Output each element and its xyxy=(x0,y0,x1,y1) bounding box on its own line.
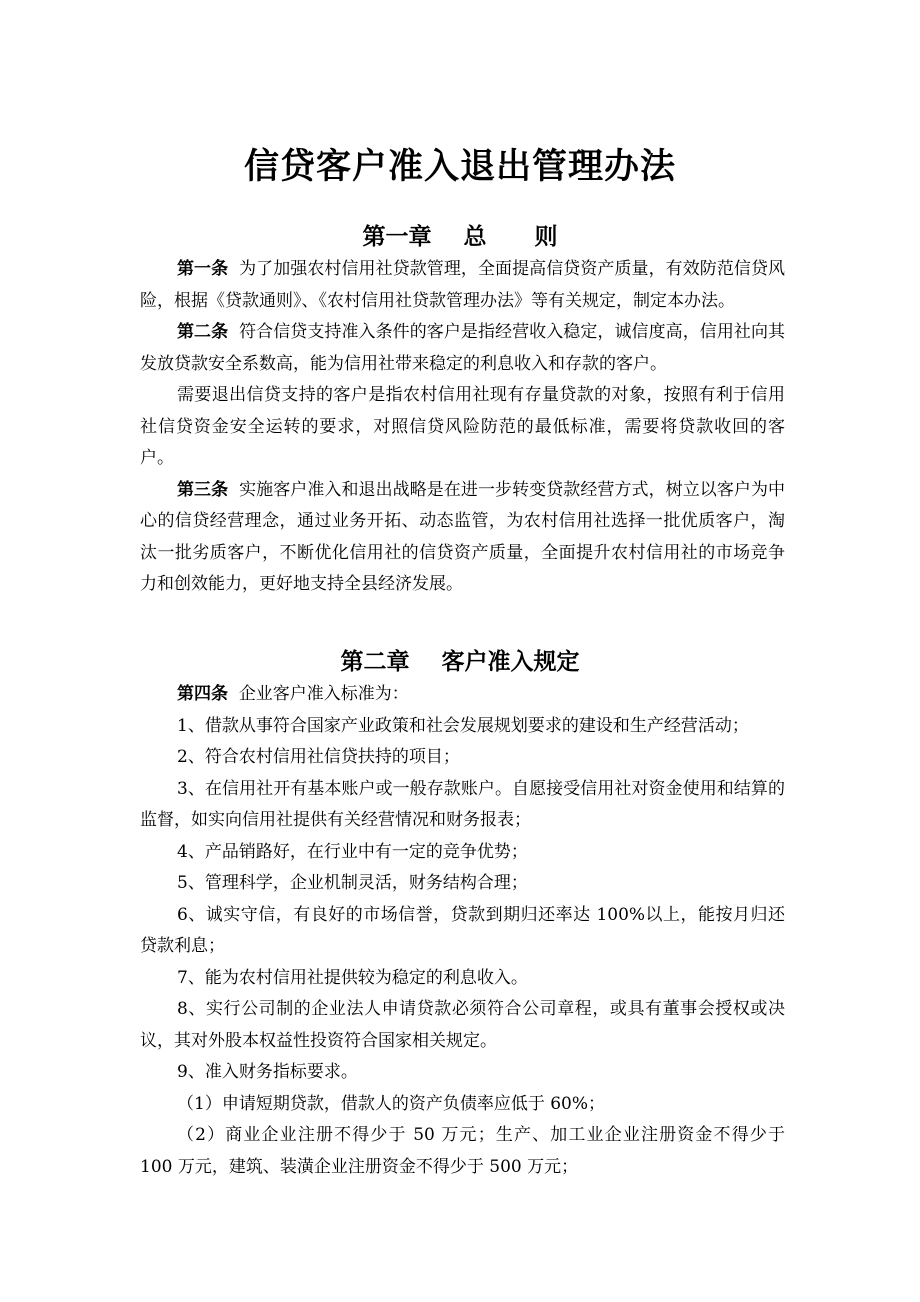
chapter-2-body xyxy=(140,679,785,1183)
list-item: 7、能为农村信用社提供较为稳定的利息收入。 xyxy=(177,967,528,988)
list-item: 9、准入财务指标要求。 xyxy=(177,1062,358,1082)
article-label: 第一条 xyxy=(177,259,229,279)
list-item: 5、管理科学，企业机制灵活，财务结构合理； xyxy=(177,873,528,893)
article-4 xyxy=(140,679,785,711)
chapter-1-body xyxy=(140,254,785,601)
article-3 xyxy=(140,475,785,601)
article-text: 为了加强农村信用社贷款管理，全面提高信贷资产质量，有效防范信贷风险，根据《贷款通则》、《农村信用社贷款管理办法》等有关规定，制定本办法。 xyxy=(140,259,786,311)
list-item: 3、在信用社开有基本账户或一般存款账户。自愿接受信用社对资金使用和结算的监督，如实向信用社提供有关经营情况和财务报表； xyxy=(140,778,785,830)
article-text: 企业客户准入标准为： xyxy=(238,684,409,704)
list-item: 2、符合农村信用社信贷扶持的项目； xyxy=(177,747,460,767)
list-item: 6、诚实守信，有良好的市场信誉，贷款到期归还率达 100%以上，能按月归还贷款利息； xyxy=(140,904,785,956)
list-item: 1、借款从事符合国家产业政策和社会发展规划要求的建设和生产经营活动； xyxy=(177,715,749,736)
chapter-2-heading: 第二章 客户准入规定 xyxy=(340,649,580,675)
list-item: 8、实行公司制的企业法人申请贷款必须符合公司章程，或具有董事会授权或决议，其对外股本权益性投资符合国家相关规定。 xyxy=(140,999,785,1051)
list-item: （1）申请短期贷款，借款人的资产负债率应低于 60%； xyxy=(177,1093,606,1114)
article-label: 第四条 xyxy=(177,684,228,704)
article-label: 第二条 xyxy=(177,322,229,342)
document-title: 信贷客户准入退出管理办法 xyxy=(243,147,676,187)
list-item: （2）商业企业注册不得少于 50 万元；生产、加工业企业注册资金不得少于 100 万元，建筑、装潢企业注册资金不得少于 500 万元； xyxy=(140,1125,785,1177)
article-text: 需要退出信贷支持的客户是指农村信用社现有存量贷款的对象，按照有利于信用社信贷资金安全运转的要求，对照信贷风险防范的最低标准，需要将贷款收回的客户。 xyxy=(140,385,785,468)
article-1 xyxy=(140,254,785,317)
article-text: 符合信贷支持准入条件的客户是指经营收入稳定，诚信度高，信用社向其发放贷款安全系数高，能为信用社带来稳定的利息收入和存款的客户。 xyxy=(140,322,786,374)
article-text: 实施客户准入和退出战略是在进一步转变贷款经营方式，树立以客户为中心的信贷经营理念，通过业务开拓、动态监管，为农村信用社选择一批优质客户，淘汰一批劣质客户，不断优化信用社的信贷资产质量，全面提升农村信用社的市场竞争力和创效能力，更好地支持全县经济发展。 xyxy=(140,479,786,594)
article-2-paragraph-2 xyxy=(140,380,785,475)
list-item: 4、产品销路好，在行业中有一定的竞争优势； xyxy=(177,841,528,862)
article-label: 第三条 xyxy=(177,479,229,500)
chapter-1-heading: 第一章 总 则 xyxy=(362,224,558,250)
article-2 xyxy=(140,317,785,380)
